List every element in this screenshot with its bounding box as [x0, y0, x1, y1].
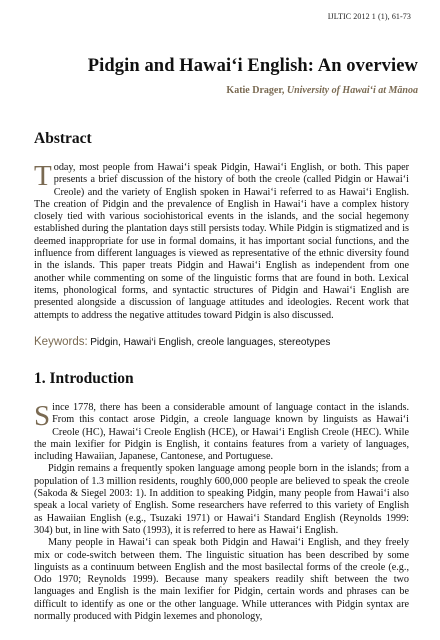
journal-reference: IJLTIC 2012 1 (1), 61-73: [327, 12, 411, 21]
author-byline: [0, 85, 418, 96]
abstract-text: oday, most people from Hawai‘i speak Pidgin, Hawai‘i English, or both. This paper presents a brief discussion of the history of both the creole (called Pidgin or Hawai‘i Creole) and the variety of English spoken in Hawai‘i referred to as Hawai‘i English. The creation of Pidgin and the prevalence of English in Hawai‘i have a complex history closely tied with various sociohistorical events in the islands, and the social hegemony established during the plantation days still persists today. While Pidgin is stigmatized and is deemed inappropriate for use in formal domains, it has important social functions, and the influence from different languages is viewed as representative of the ethnic diversity found in the islands. This paper treats Pidgin and Hawai‘i English as independent from one another while commenting on some of the linguistic forms that are found in both. Lexical items, phonological forms, and syntactic structures of Pidgin and Hawai‘i English are presented alongside a discussion of language attitudes and ideologies. Recent work that attempts to address the negative attitudes toward Pidgin is also discussed.: [34, 162, 409, 321]
abstract-paragraph: [34, 162, 409, 322]
keywords-line: [34, 336, 409, 348]
abstract-heading: Abstract: [34, 130, 92, 147]
keywords-label: Keywords:: [34, 336, 88, 348]
author-name: Katie Drager,: [226, 85, 285, 96]
article-title: Pidgin and Hawai‘i English: An overview: [87, 56, 418, 76]
introduction-body: [34, 402, 409, 623]
introduction-paragraph-1: [34, 402, 409, 463]
introduction-text-1: ince 1778, there has been a considerable amount of language contact in the islands. From this contact arose Pidgin, a creole language known by linguists as Hawai‘i Creole (HC), Hawai‘i Creole English (HCE), or Hawai‘i English Creole (HEC). While the main lexifier for Pidgin is English, it contains features from a variety of languages, including Hawaiian, Japanese, Cantonese, and Portuguese.: [34, 402, 409, 463]
introduction-paragraph-3: Many people in Hawai‘i can speak both Pidgin and Hawai‘i English, and they freely mix or code-switch between them. The linguistic situation has been described by some linguists as a continuum between English and the most basilectal forms of the creole (e.g., Odo 1970; Reynolds 1999). Because many speakers readily shift between the two languages and English is the main lexifier for Pidgin, certain words and phrases can be difficult to identify as one or the other language. While utterances with Pidgin syntax are normally produced with Pidgin lexemes and phonology,: [34, 537, 409, 623]
keywords-text: Pidgin, Hawai‘i English, creole languages, stereotypes: [90, 337, 331, 348]
introduction-paragraph-2: Pidgin remains a frequently spoken language among people born in the islands; from a population of 1.3 million residents, roughly 600,000 people are believed to speak the creole (Sakoda & Siegel 2003: 1). In addition to speaking Pidgin, many people from Hawai‘i also speak a local variety of English. Some researchers have referred to this variety of English as Hawaiian English (e.g., Tsuzaki 1971) or Hawai‘i Standard English (Reynolds 1999: 304) but, in line with Sato (1993), it is referred to here as Hawai‘i English.: [34, 463, 409, 536]
author-affiliation: University of Hawai‘i at Mānoa: [286, 85, 418, 96]
abstract-dropcap: T: [34, 160, 52, 192]
introduction-heading: 1. Introduction: [34, 370, 134, 387]
introduction-dropcap: S: [34, 400, 51, 432]
abstract-body: [34, 162, 409, 322]
